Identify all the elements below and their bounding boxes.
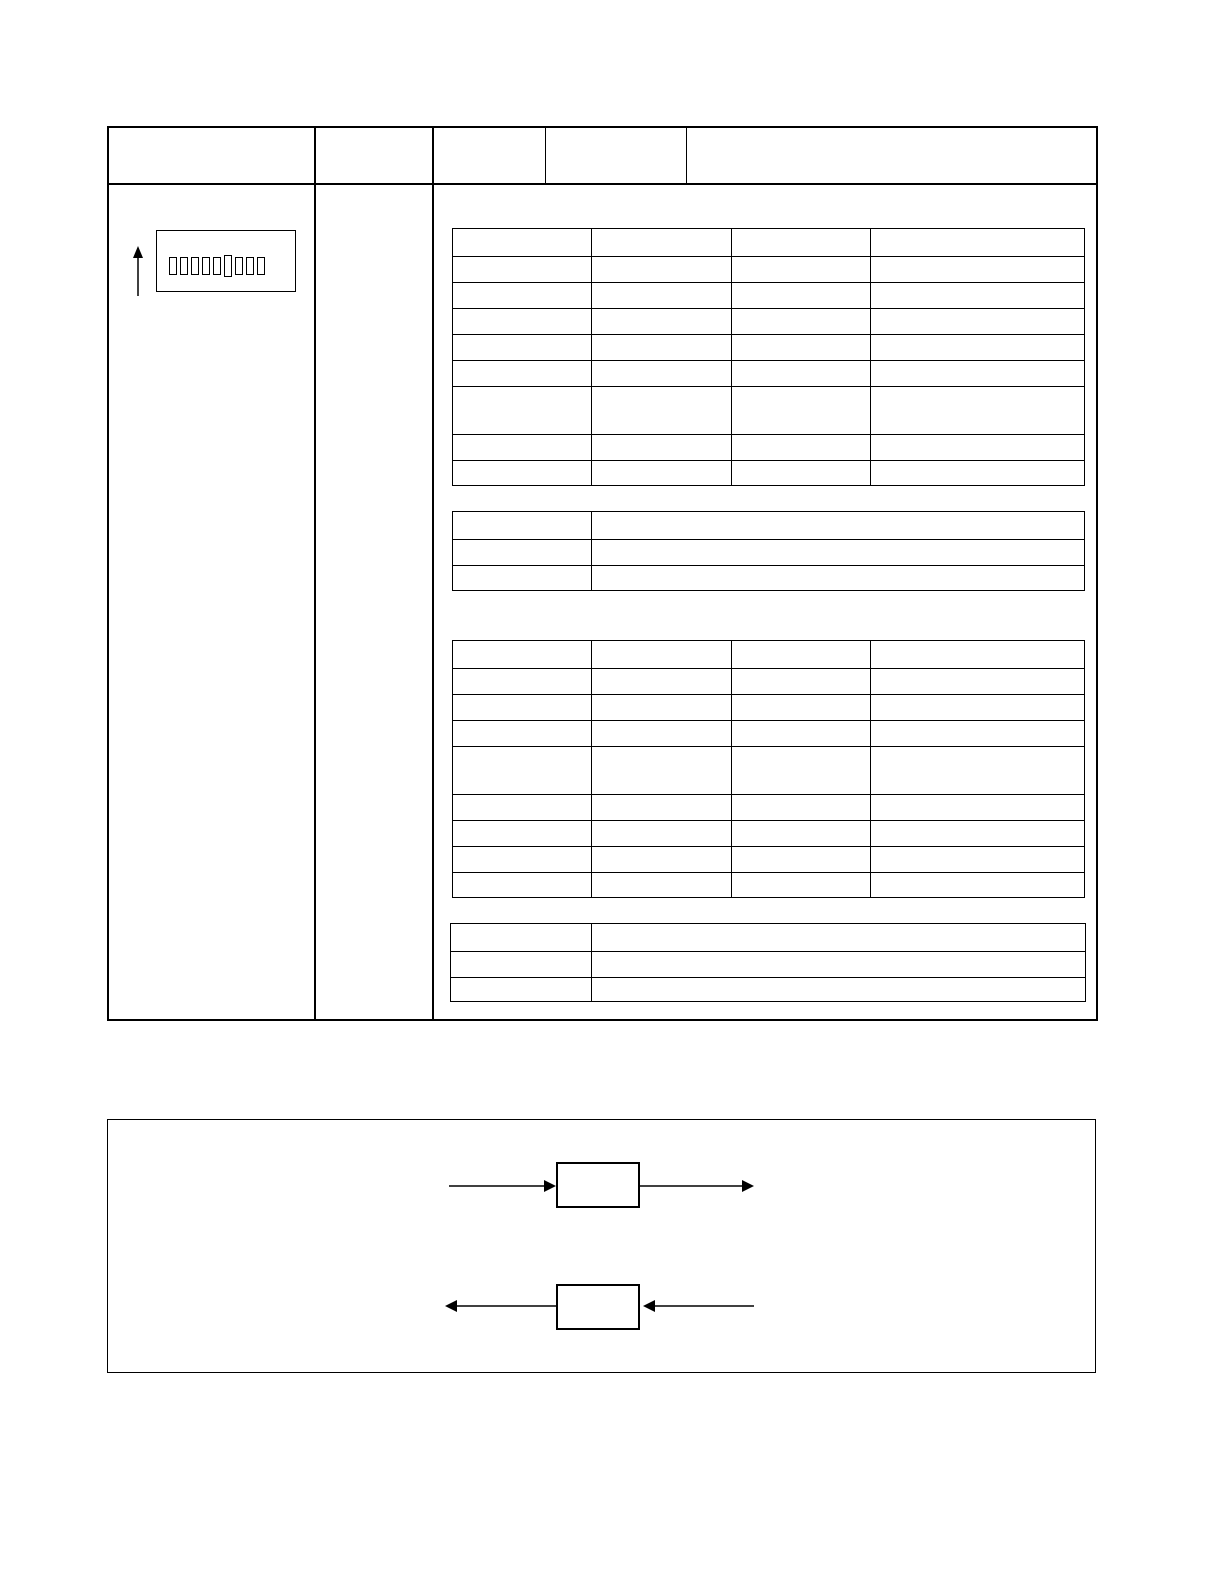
glyph-box-icon (191, 257, 199, 275)
table-row (453, 669, 1085, 695)
main-table-col-divider-4 (686, 126, 687, 184)
glyph-box-icon (169, 257, 177, 275)
table-row (453, 335, 1085, 361)
table-row (453, 566, 1085, 591)
table-row (453, 461, 1085, 486)
glyph-strip (156, 230, 296, 292)
top-box-label (558, 1164, 638, 1206)
top-input-arrowhead (544, 1180, 556, 1192)
table-row (451, 952, 1086, 978)
table-row (453, 747, 1085, 795)
glyph-box-icon (224, 255, 232, 277)
grid-a (452, 228, 1085, 486)
table-row (451, 978, 1086, 1002)
table-row (453, 283, 1085, 309)
table-row (453, 540, 1085, 566)
header-cell-1 (109, 128, 313, 182)
table-row (453, 873, 1085, 898)
glyph-box-icon (246, 257, 254, 275)
table-row (453, 257, 1085, 283)
header-cell-5 (688, 128, 1096, 182)
table-row (453, 821, 1085, 847)
table-row (453, 641, 1085, 669)
table-row (453, 847, 1085, 873)
header-cell-3 (434, 128, 544, 182)
up-arrow-icon (128, 244, 148, 298)
bottom-box-label (558, 1286, 638, 1328)
main-table-col-divider-3 (545, 126, 546, 184)
table-row (453, 435, 1085, 461)
header-cell-4 (547, 128, 685, 182)
top-output-arrowhead (742, 1180, 754, 1192)
table-row (453, 695, 1085, 721)
main-table-col-divider-1 (314, 126, 316, 1021)
glyph-box-icon (257, 257, 265, 275)
glyph-box-icon (213, 257, 221, 275)
table-row (453, 721, 1085, 747)
table-row (453, 309, 1085, 335)
bottom-output-arrowhead (445, 1300, 457, 1312)
main-table-header-divider (107, 183, 1098, 185)
table-row (451, 924, 1086, 952)
table-row (453, 512, 1085, 540)
table-row (453, 361, 1085, 387)
grid-d (450, 923, 1086, 1002)
grid-b (452, 511, 1085, 591)
table-row (453, 795, 1085, 821)
glyph-box-icon (180, 257, 188, 275)
glyph-box-icon (202, 257, 210, 275)
glyph-box-icon (235, 257, 243, 275)
table-row (453, 229, 1085, 257)
bottom-input-arrowhead (643, 1300, 655, 1312)
header-cell-2 (316, 128, 431, 182)
flow-diagram (107, 1119, 1096, 1373)
grid-c (452, 640, 1085, 898)
table-row (453, 387, 1085, 435)
main-table-col-divider-2 (432, 126, 434, 1021)
